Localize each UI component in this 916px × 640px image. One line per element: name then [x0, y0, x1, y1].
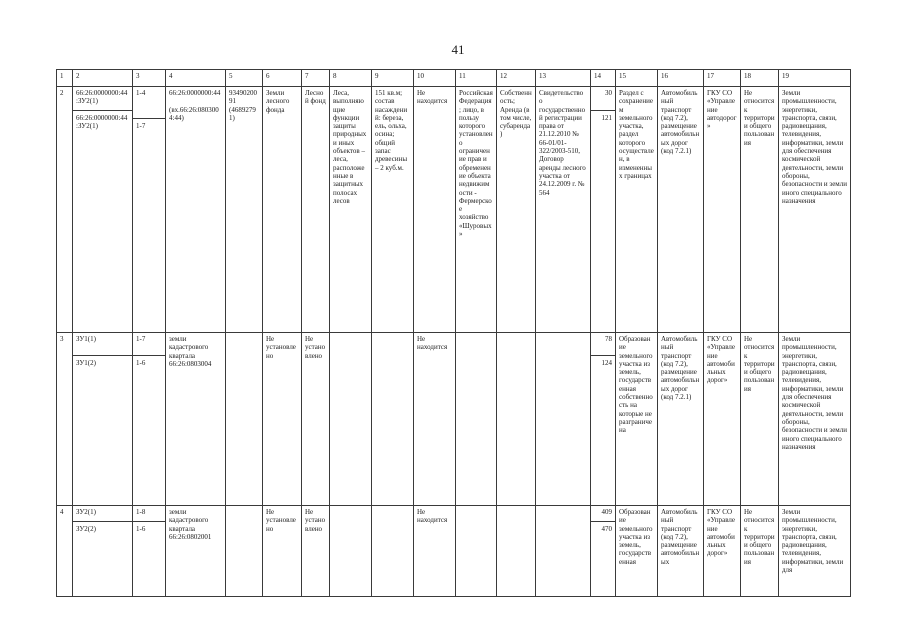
row-number: 3	[57, 333, 73, 506]
cell-divider	[591, 110, 615, 111]
plot-designation: ЗУ2(2)	[76, 525, 96, 534]
cell-divider	[133, 355, 165, 356]
cell-divider	[591, 355, 615, 356]
column-number: 19	[779, 70, 851, 87]
target-land-category: Земли промышленности, энергетики, транспорта, связи, радиовещания, телевидения, информатики, земли для обеспечения космической деятельности, земли обороны, безопасности и земли иного специального назначения	[779, 333, 851, 506]
permitted-use: Автомобильный транспорт (код 7.2), размещение автомобильных	[658, 506, 704, 597]
plot-designation-cell	[73, 87, 133, 333]
column-number: 16	[658, 70, 704, 87]
column-number: 17	[704, 70, 741, 87]
column-number: 5	[226, 70, 263, 87]
target-land-category: Земли промышленности, энергетики, транспорта, связи, радиовещания, телевидения, информатики, земли для обеспечения космической деятельности, земли обороны, безопасности и земли иного специального назначения	[779, 87, 851, 333]
target-land-category: Земли промышленности, энергетики, транспорта, связи, радиовещания, телевидения, информатики, земли для	[779, 506, 851, 597]
land-category: Не установлено	[263, 333, 302, 506]
column-number: 2	[73, 70, 133, 87]
permitted-use: Автомобильный транспорт (код 7.2), размещение автомобильных дорог (код 7.2.1)	[658, 333, 704, 506]
column-number: 12	[497, 70, 536, 87]
forest-number	[226, 506, 263, 597]
column-number: 11	[456, 70, 497, 87]
boundary-points: 1-7	[136, 335, 146, 343]
stand-composition	[372, 333, 414, 506]
land-category: Не установлено	[263, 506, 302, 597]
column-number: 6	[263, 70, 302, 87]
land-plot-table	[56, 69, 851, 597]
encumbrance-status: Не находится	[414, 333, 456, 506]
boundary-points: 1-7	[136, 122, 146, 131]
formation-method: Образование земельного участка из земель, государственная собственность на которые не разграничена	[616, 333, 658, 506]
boundary-points-cell	[133, 506, 166, 597]
column-number: 15	[616, 70, 658, 87]
encumbrance-status: Не находится	[414, 87, 456, 333]
public-use-status: Не относится к территории общего пользования	[741, 506, 779, 597]
owner	[456, 506, 497, 597]
area-cell	[591, 506, 616, 597]
public-use-status: Не относится к территории общего пользования	[741, 333, 779, 506]
area-value: 124	[601, 359, 612, 368]
cell-divider	[73, 110, 132, 111]
table-row	[57, 506, 851, 597]
area-cell	[591, 87, 616, 333]
land-use: Лесной фонд	[302, 87, 330, 333]
column-number: 9	[372, 70, 414, 87]
cell-divider	[133, 521, 165, 522]
stand-composition	[372, 506, 414, 597]
boundary-points: 1-6	[136, 359, 146, 368]
forest-description: Леса, выполняющие функции защиты природных и иных объектов – леса, расположенные в защитных полосах лесов	[330, 87, 372, 333]
cadastral-number: земли кадастрового квартала 66:26:0802001	[166, 506, 226, 597]
forest-description	[330, 333, 372, 506]
table-row	[57, 333, 851, 506]
column-number: 3	[133, 70, 166, 87]
boundary-points-cell	[133, 87, 166, 333]
area-value: 470	[601, 525, 612, 534]
column-number: 8	[330, 70, 372, 87]
area-value: 30	[605, 89, 612, 97]
plot-designation: ЗУ1(2)	[76, 359, 96, 368]
plot-designation-cell	[73, 333, 133, 506]
boundary-points-cell	[133, 333, 166, 506]
plot-designation: 66:26:0000000:44:ЗУ2(1)	[76, 113, 128, 130]
plot-designation: 66:26:0000000:44:ЗУ2(1)	[76, 89, 128, 106]
boundary-points: 1-6	[136, 525, 146, 534]
area-value: 409	[601, 508, 612, 516]
right-holder: ГКУ СО «Управление автомобильных дорог»	[704, 506, 741, 597]
column-number: 4	[166, 70, 226, 87]
public-use-status: Не относится к территории общего пользования	[741, 87, 779, 333]
area-value: 78	[605, 335, 612, 343]
owner: Российская Федерация; лицо, в пользу которого установлено ограничение прав и обременение объекта недвижимости - Фермерское хозяйство «Шуровых»	[456, 87, 497, 333]
cadastral-number: 66:26:0000000:44 (вх.66:26:0803004:44)	[166, 87, 226, 333]
row-number: 4	[57, 506, 73, 597]
page-number: 41	[451, 42, 465, 57]
area-cell	[591, 333, 616, 506]
cell-divider	[73, 521, 132, 522]
right-holder: ГКУ СО «Управление автомобильных дорог»	[704, 333, 741, 506]
stand-composition: 151 кв.м; состав насаждений: береза, ель, ольха, осина; общий запас древесины – 2 куб.м.	[372, 87, 414, 333]
cell-divider	[133, 118, 165, 119]
registration-document: Свидетельство о государственной регистрации права от 21.12.2010 № 66-01/01-322/2003-510, Договор аренды лесного участка от 24.12.2009 г. № 564	[536, 87, 591, 333]
forest-description	[330, 506, 372, 597]
formation-method: Образование земельного участка из земель, государственная	[616, 506, 658, 597]
column-number: 1	[57, 70, 73, 87]
forest-number	[226, 333, 263, 506]
cadastral-number: земли кадастрового квартала 66:26:0803004	[166, 333, 226, 506]
right-type	[497, 333, 536, 506]
boundary-points: 1-8	[136, 508, 146, 516]
registration-document	[536, 333, 591, 506]
registration-document	[536, 506, 591, 597]
land-use: Не установлено	[302, 333, 330, 506]
column-number: 18	[741, 70, 779, 87]
column-number-row	[57, 70, 851, 87]
table-row	[57, 87, 851, 333]
right-type	[497, 506, 536, 597]
boundary-points: 1-4	[136, 89, 146, 97]
formation-method: Раздел с сохранением земельного участка, раздел которого осуществлен, в измененных границах	[616, 87, 658, 333]
plot-designation: ЗУ1(1)	[76, 335, 96, 343]
forest-number: 9349020091 (46892791)	[226, 87, 263, 333]
column-number: 14	[591, 70, 616, 87]
column-number: 10	[414, 70, 456, 87]
owner	[456, 333, 497, 506]
plot-designation: ЗУ2(1)	[76, 508, 96, 516]
land-use: Не установлено	[302, 506, 330, 597]
permitted-use: Автомобильный транспорт (код 7.2), размещение автомобильных дорог (код 7.2.1)	[658, 87, 704, 333]
cell-divider	[591, 521, 615, 522]
encumbrance-status: Не находится	[414, 506, 456, 597]
column-number: 7	[302, 70, 330, 87]
row-number: 2	[57, 87, 73, 333]
cell-divider	[73, 355, 132, 356]
right-holder: ГКУ СО «Управление автодорог»	[704, 87, 741, 333]
right-type: Собственность; Аренда (в том числе, субаренда)	[497, 87, 536, 333]
column-number: 13	[536, 70, 591, 87]
plot-designation-cell	[73, 506, 133, 597]
land-category: Земли лесного фонда	[263, 87, 302, 333]
area-value: 121	[601, 114, 612, 123]
